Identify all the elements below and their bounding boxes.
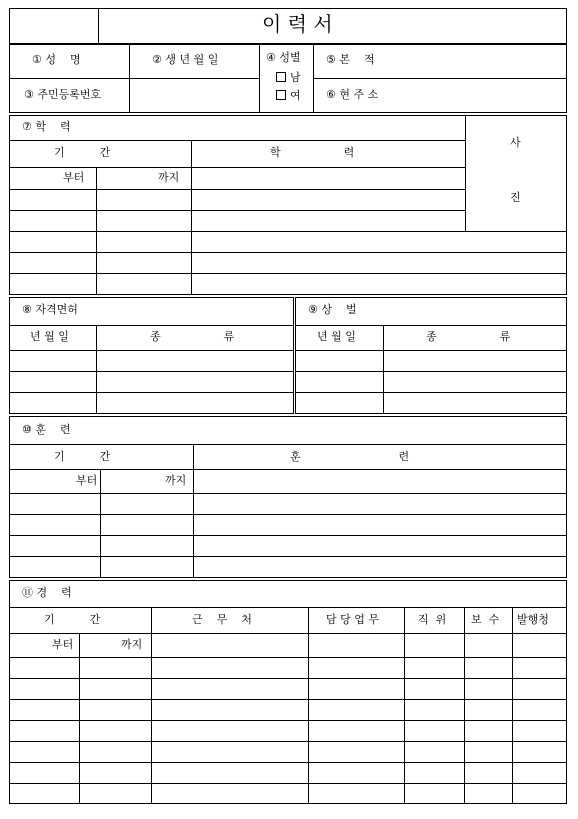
career-from-header: 부터 <box>52 638 74 651</box>
career-period-header: 기 간 <box>44 613 101 626</box>
career-salary-header: 보 수 <box>471 613 500 626</box>
birth-date-label: ② 생 년 월 일 <box>152 53 219 66</box>
career-duty-header: 담 당 업 무 <box>326 613 379 626</box>
career-heading: ⑪ 경 력 <box>22 586 72 599</box>
education-heading: ⑦ 학 력 <box>22 120 71 133</box>
gender-female-option[interactable]: 여 <box>276 89 301 103</box>
gender-male-option[interactable]: 남 <box>276 71 301 85</box>
license-date-header: 년 월 일 <box>30 330 69 343</box>
career-position-header: 직 위 <box>418 613 447 626</box>
training-to-header: 까지 <box>165 474 187 487</box>
license-heading: ⑧ 자격면허 <box>22 303 78 316</box>
career-workplace-header: 근 무 처 <box>192 613 252 626</box>
training-heading: ⑩ 훈 련 <box>22 423 71 436</box>
checkbox-male[interactable] <box>276 72 286 82</box>
career-to-header: 까지 <box>121 638 143 651</box>
form-title: 이 력 서 <box>262 12 333 36</box>
award-heading: ⑨ 상 벌 <box>308 303 357 316</box>
resident-number-label: ③ 주민등록번호 <box>24 88 102 101</box>
award-date-header: 년 월 일 <box>317 330 356 343</box>
training-from-header: 부터 <box>76 474 98 487</box>
award-kind-header: 종 류 <box>426 330 511 343</box>
career-issuer-header: 발행청 <box>517 613 549 626</box>
education-to-header: 까지 <box>158 171 180 184</box>
education-table <box>9 115 567 295</box>
photo-label-top: 사 <box>510 136 521 149</box>
education-record-header: 학 력 <box>270 146 355 159</box>
photo-label-bottom: 진 <box>510 191 521 204</box>
origin-label: ⑤ 본 적 <box>326 53 375 66</box>
training-table <box>9 416 567 578</box>
name-label: ① 성 명 <box>32 53 81 66</box>
checkbox-female[interactable] <box>276 90 286 100</box>
training-record-header: 훈 련 <box>290 450 410 463</box>
address-label: ⑥ 현 주 소 <box>326 88 379 101</box>
education-period-header: 기 간 <box>54 146 111 159</box>
license-kind-header: 종 류 <box>150 330 235 343</box>
education-from-header: 부터 <box>63 171 85 184</box>
gender-label: ④ 성별 <box>266 51 301 64</box>
training-period-header: 기 간 <box>54 450 111 463</box>
